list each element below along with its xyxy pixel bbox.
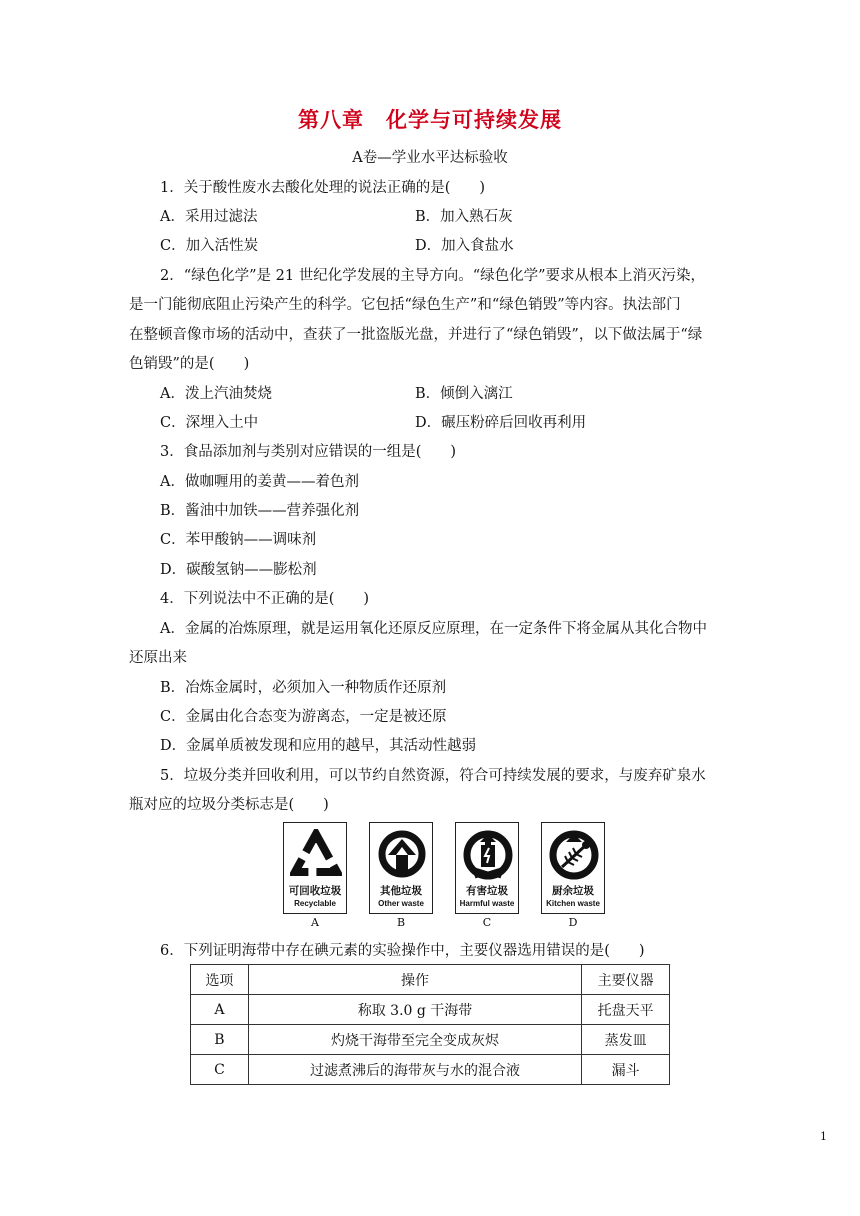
sign-option-letter: D <box>568 916 578 929</box>
sign-label-en: Kitchen waste <box>546 899 600 908</box>
sign-option-letter: A <box>311 916 319 929</box>
page-subtitle: A卷—学业水平达标验收 <box>352 150 508 166</box>
sign-label-cn: 厨余垃圾 <box>552 885 594 897</box>
q3-option-d: D．碳酸氢钠——膨松剂 <box>160 562 317 578</box>
q2-option-b: B．倾倒入漓江 <box>415 386 513 402</box>
q4-option-a-line1: A．金属的冶炼原理，就是运用氧化还原反应原理，在一定条件下将金属从其化合物中 <box>160 621 707 637</box>
sign-label-cn: 可回收垃圾 <box>288 885 342 897</box>
table-cell: 漏斗 <box>582 1055 670 1085</box>
q4-stem: 4．下列说法中不正确的是( ) <box>160 591 370 607</box>
sign-label-cn: 其他垃圾 <box>380 885 422 897</box>
sign-label-en: Harmful waste <box>459 899 515 908</box>
battery-icon <box>462 829 514 881</box>
q4-option-b: B．冶炼金属时，必须加入一种物质作还原剂 <box>160 680 447 696</box>
q1-option-c: C．加入活性炭 <box>160 238 259 254</box>
table-row <box>191 995 670 1025</box>
table-row <box>191 1055 670 1085</box>
q6-table <box>190 964 670 1085</box>
page-title: 第八章 化学与可持续发展 <box>298 108 562 132</box>
q3-option-c: C．苯甲酸钠——调味剂 <box>160 532 317 548</box>
table-cell: 蒸发皿 <box>582 1025 670 1055</box>
sign-option-letter: C <box>482 916 492 929</box>
fishbone-icon <box>548 829 600 881</box>
q4-option-a-line2: 还原出来 <box>129 650 187 666</box>
q6-stem: 6．下列证明海带中存在碘元素的实验操作中，主要仪器选用错误的是( ) <box>160 943 645 959</box>
q4-option-d: D．金属单质被发现和应用的越早，其活动性越弱 <box>160 738 477 754</box>
q4-option-c: C．金属由化合态变为游离态，一定是被还原 <box>160 709 447 725</box>
table-header-cell: 操作 <box>248 965 581 995</box>
recyclable-sign <box>283 822 347 914</box>
waste-sign-row <box>283 822 613 930</box>
q3-stem: 3．食品添加剂与类别对应错误的一组是( ) <box>160 444 457 460</box>
q2-stem-line4: 色销毁”的是( ) <box>129 356 250 372</box>
q1-option-b: B．加入熟石灰 <box>415 209 513 225</box>
kitchen-waste-sign <box>541 822 605 914</box>
other-waste-icon <box>376 829 428 881</box>
sign-option-letter: B <box>396 916 406 929</box>
q2-option-a: A．泼上汽油焚烧 <box>160 386 272 402</box>
q1-stem: 1．关于酸性废水去酸化处理的说法正确的是( ) <box>160 180 486 196</box>
recycle-icon <box>290 829 342 881</box>
q3-option-b: B．酱油中加铁——营养强化剂 <box>160 503 360 519</box>
table-cell: A <box>191 995 249 1025</box>
other-waste-sign <box>369 822 433 914</box>
q2-stem-line1: 2．“绿色化学”是 21 世纪化学发展的主导方向。“绿色化学”要求从根本上消灭污染， <box>160 268 706 284</box>
sign-label-cn: 有害垃圾 <box>466 885 508 897</box>
q1-option-d: D．加入食盐水 <box>415 238 514 254</box>
table-header-cell: 选项 <box>191 965 249 995</box>
table-row <box>191 1025 670 1055</box>
table-cell: C <box>191 1055 249 1085</box>
q5-stem-line2: 瓶对应的垃圾分类标志是( ) <box>129 797 329 813</box>
q2-stem-line3: 在整顿音像市场的活动中，查获了一批盗版光盘，并进行了“绿色销毁”，以下做法属于“绿 <box>129 327 703 343</box>
q2-stem-line2: 是一门能彻底阻止污染产生的科学。它包括“绿色生产”和“绿色销毁”等内容。执法部门 <box>129 297 681 313</box>
table-cell: B <box>191 1025 249 1055</box>
q1-option-a: A．采用过滤法 <box>160 209 258 225</box>
q5-stem-line1: 5．垃圾分类并回收利用，可以节约自然资源，符合可持续发展的要求，与废弃矿泉水 <box>160 768 706 784</box>
table-header-cell: 主要仪器 <box>582 965 670 995</box>
sign-label-en: Recyclable <box>294 899 336 908</box>
sign-label-en: Other waste <box>378 899 424 908</box>
table-cell: 过滤煮沸后的海带灰与水的混合液 <box>248 1055 581 1085</box>
table-cell: 灼烧干海带至完全变成灰烬 <box>248 1025 581 1055</box>
table-header-row <box>191 965 670 995</box>
page-number: 1 <box>820 1130 827 1143</box>
table-cell: 托盘天平 <box>582 995 670 1025</box>
harmful-waste-sign <box>455 822 519 914</box>
q2-option-d: D．碾压粉碎后回收再利用 <box>415 415 587 431</box>
table-cell: 称取 3.0 g 干海带 <box>248 995 581 1025</box>
q2-option-c: C．深埋入土中 <box>160 415 259 431</box>
q3-option-a: A．做咖喱用的姜黄——着色剂 <box>160 474 359 490</box>
